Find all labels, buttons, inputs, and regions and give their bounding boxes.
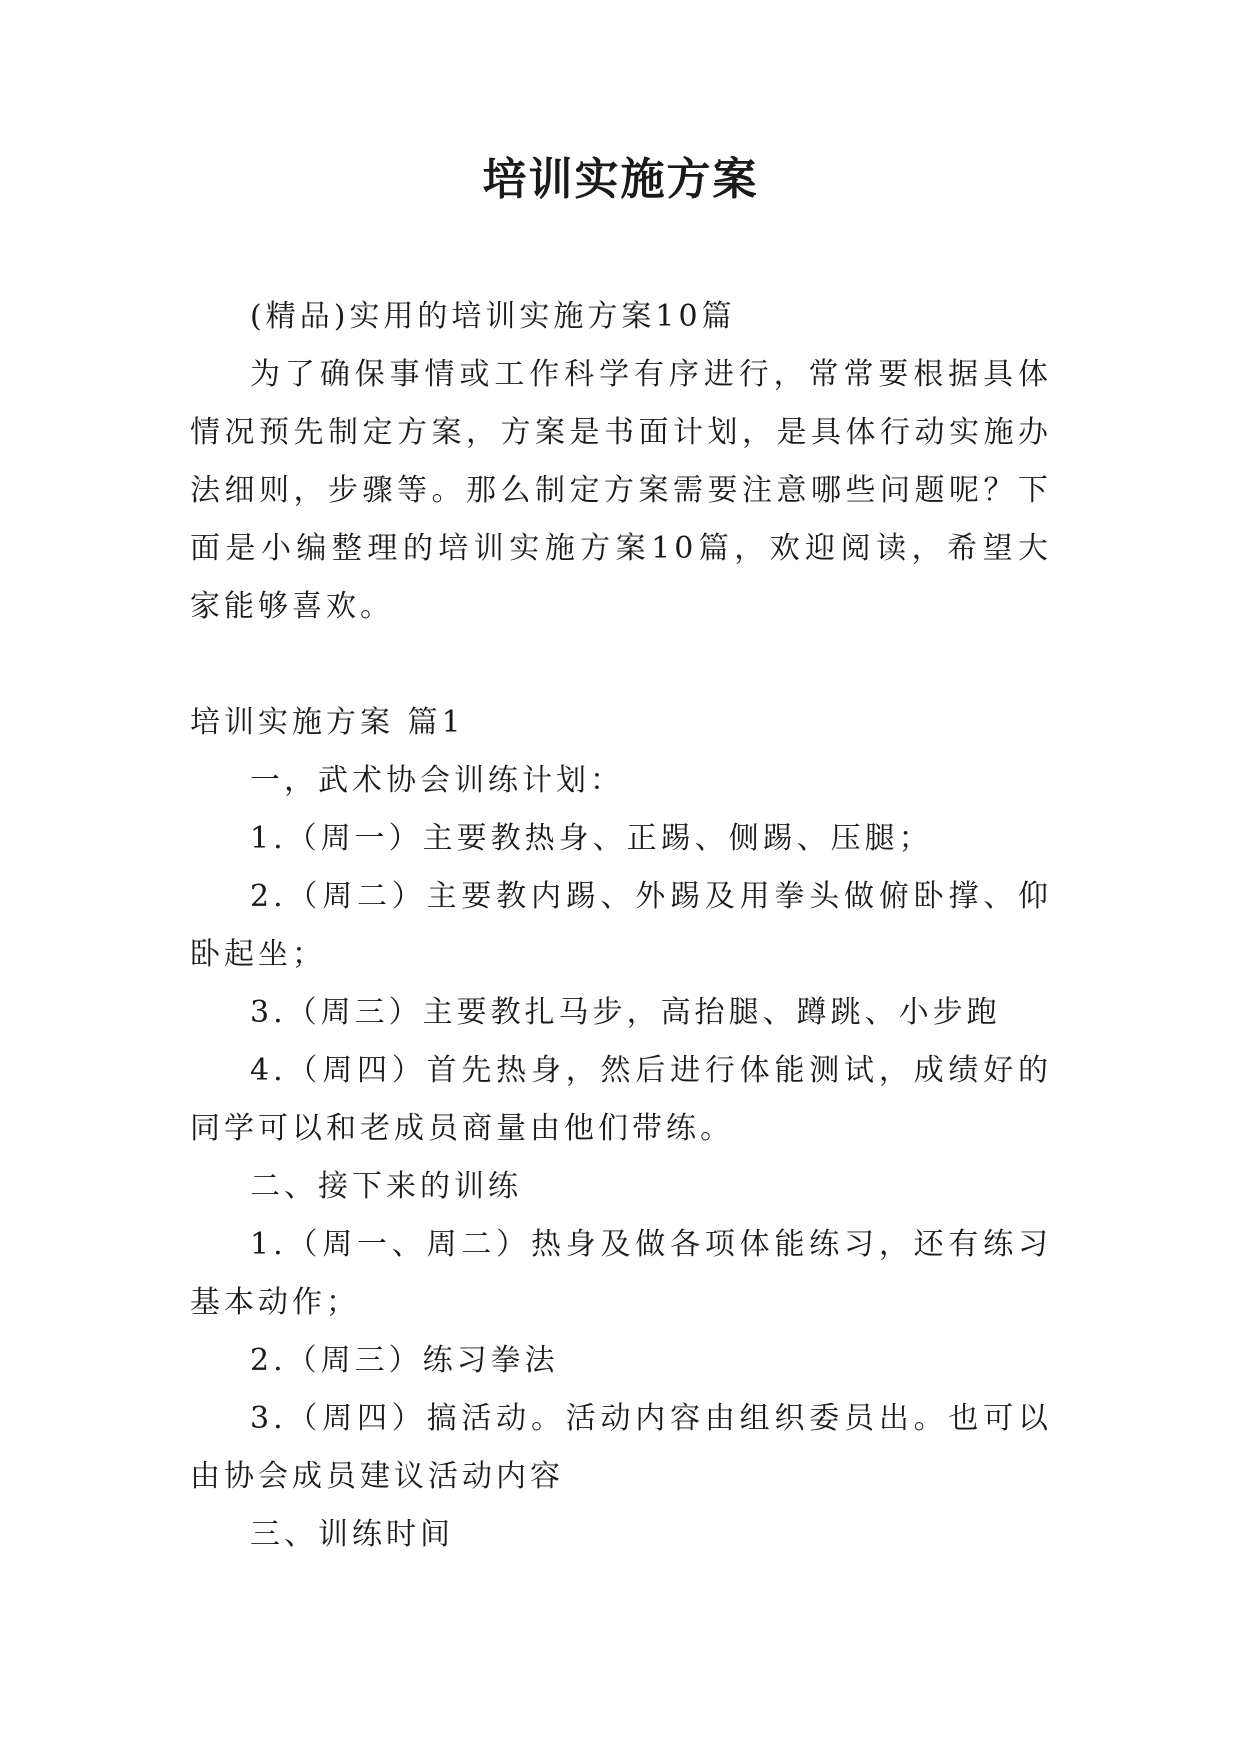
list-item: 3.（周四）搞活动。活动内容由组织委员出。也可以由协会成员建议活动内容 xyxy=(190,1401,1052,1494)
document-title: 培训实施方案 xyxy=(482,154,759,205)
intro-paragraph: 为了确保事情或工作科学有序进行，常常要根据具体情况预先制定方案，方案是书面计划，是具体行动实施办法细则，步骤等。那么制定方案需要注意哪些问题呢？下面是小编整理的培训实施方案10篇，欢迎阅读，希望大家能够喜欢。 xyxy=(190,357,1052,624)
document-body xyxy=(190,288,1052,1564)
list-item: 4.（周四）首先热身，然后进行体能测试，成绩好的同学可以和老成员商量由他们带练。 xyxy=(190,1053,1052,1146)
list-item: 2.（周三）练习拳法 xyxy=(250,1343,559,1378)
section-heading: 培训实施方案 篇1 xyxy=(190,705,465,740)
section-gap xyxy=(190,636,1052,694)
list-item: 2.（周二）主要教内踢、外踢及用拳头做俯卧撑、仰卧起坐； xyxy=(190,879,1052,972)
list-item: 1.（周一、周二）热身及做各项体能练习，还有练习基本动作； xyxy=(190,1227,1052,1320)
subtitle-paragraph: (精品)实用的培训实施方案10篇 xyxy=(250,299,736,334)
list-heading: 二、接下来的训练 xyxy=(250,1169,522,1204)
list-item: 1.（周一）主要教热身、正踢、侧踢、压腿； xyxy=(250,821,933,856)
list-heading: 三、训练时间 xyxy=(250,1517,454,1552)
list-item: 3.（周三）主要教扎马步，高抬腿、蹲跳、小步跑 xyxy=(250,995,1001,1030)
list-heading: 一，武术协会训练计划： xyxy=(250,763,624,798)
